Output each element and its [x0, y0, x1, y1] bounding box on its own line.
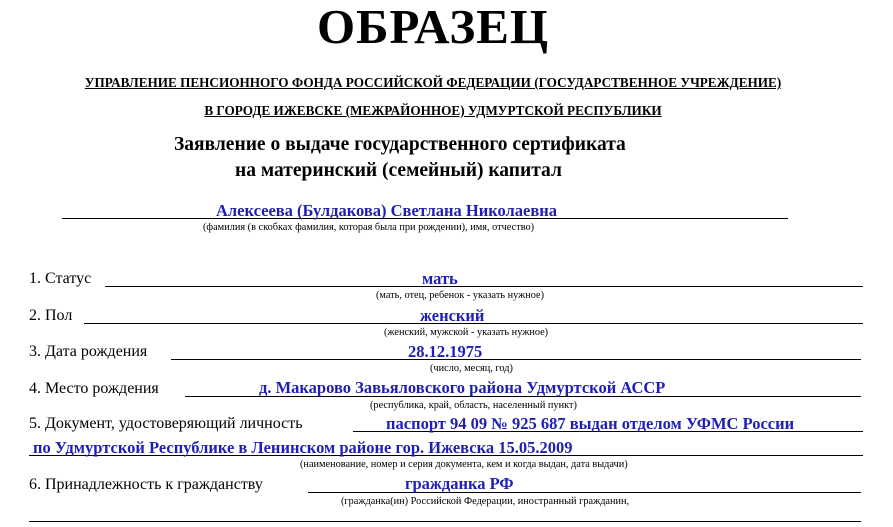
citizenship-label: 6. Принадлежность к гражданству — [29, 476, 263, 493]
form-heading-line-1: Заявление о выдаче государственного сертификата — [174, 134, 626, 155]
status-label: 1. Статус — [29, 270, 92, 287]
identity-document-hint: (наименование, номер и серия документа, кем и когда выдан, дата выдачи) — [300, 459, 628, 470]
birth-place-value: д. Макарово Завьяловского района Удмуртской АССР — [259, 378, 666, 397]
applicant-full-name: Алексеева (Булдакова) Светлана Николаевна — [216, 201, 558, 220]
applicant-name-hint: (фамилия (в скобках фамилия, которая была при рождении), имя, отчество) — [203, 222, 535, 233]
citizenship-line — [308, 492, 861, 493]
identity-document-value-2: по Удмуртской Республике в Ленинском районе гор. Ижевска 15.05.2009 — [33, 438, 573, 457]
sex-label: 2. Пол — [29, 307, 73, 324]
status-line — [105, 286, 863, 287]
organization-line-1: УПРАВЛЕНИЕ ПЕНСИОННОГО ФОНДА РОССИЙСКОЙ ФЕДЕРАЦИИ (ГОСУДАРСТВЕННОЕ УЧРЕЖДЕНИЕ) — [84, 75, 782, 90]
organization-line-2: В ГОРОДЕ ИЖЕВСКЕ (МЕЖРАЙОННОЕ) УДМУРТСКОЙ РЕСПУБЛИКИ — [204, 103, 662, 118]
document-stamp-title: ОБРАЗЕЦ — [317, 0, 549, 54]
identity-document-value-1: паспорт 94 09 № 925 687 выдан отделом УФМС России — [386, 414, 795, 433]
identity-document-label: 5. Документ, удостоверяющий личность — [29, 415, 303, 432]
birth-date-hint: (число, месяц, год) — [430, 363, 513, 374]
status-value: мать — [422, 269, 458, 288]
birth-place-hint: (республика, край, область, населенный пункт) — [370, 400, 577, 411]
form-heading-line-2: на материнский (семейный) капитал — [235, 160, 562, 181]
birth-place-label: 4. Место рождения — [29, 380, 159, 397]
citizenship-hint: (гражданка(ин) Российской Федерации, иностранный гражданин, — [341, 496, 630, 507]
continuation-line — [29, 521, 861, 522]
sex-hint: (женский, мужской - указать нужное) — [384, 327, 549, 338]
birth-date-line — [171, 359, 861, 360]
status-hint: (мать, отец, ребенок - указать нужное) — [376, 290, 545, 301]
sex-value: женский — [420, 306, 485, 325]
birth-date-value: 28.12.1975 — [408, 342, 483, 361]
citizenship-value: гражданка РФ — [405, 474, 514, 493]
birth-date-label: 3. Дата рождения — [29, 343, 148, 360]
